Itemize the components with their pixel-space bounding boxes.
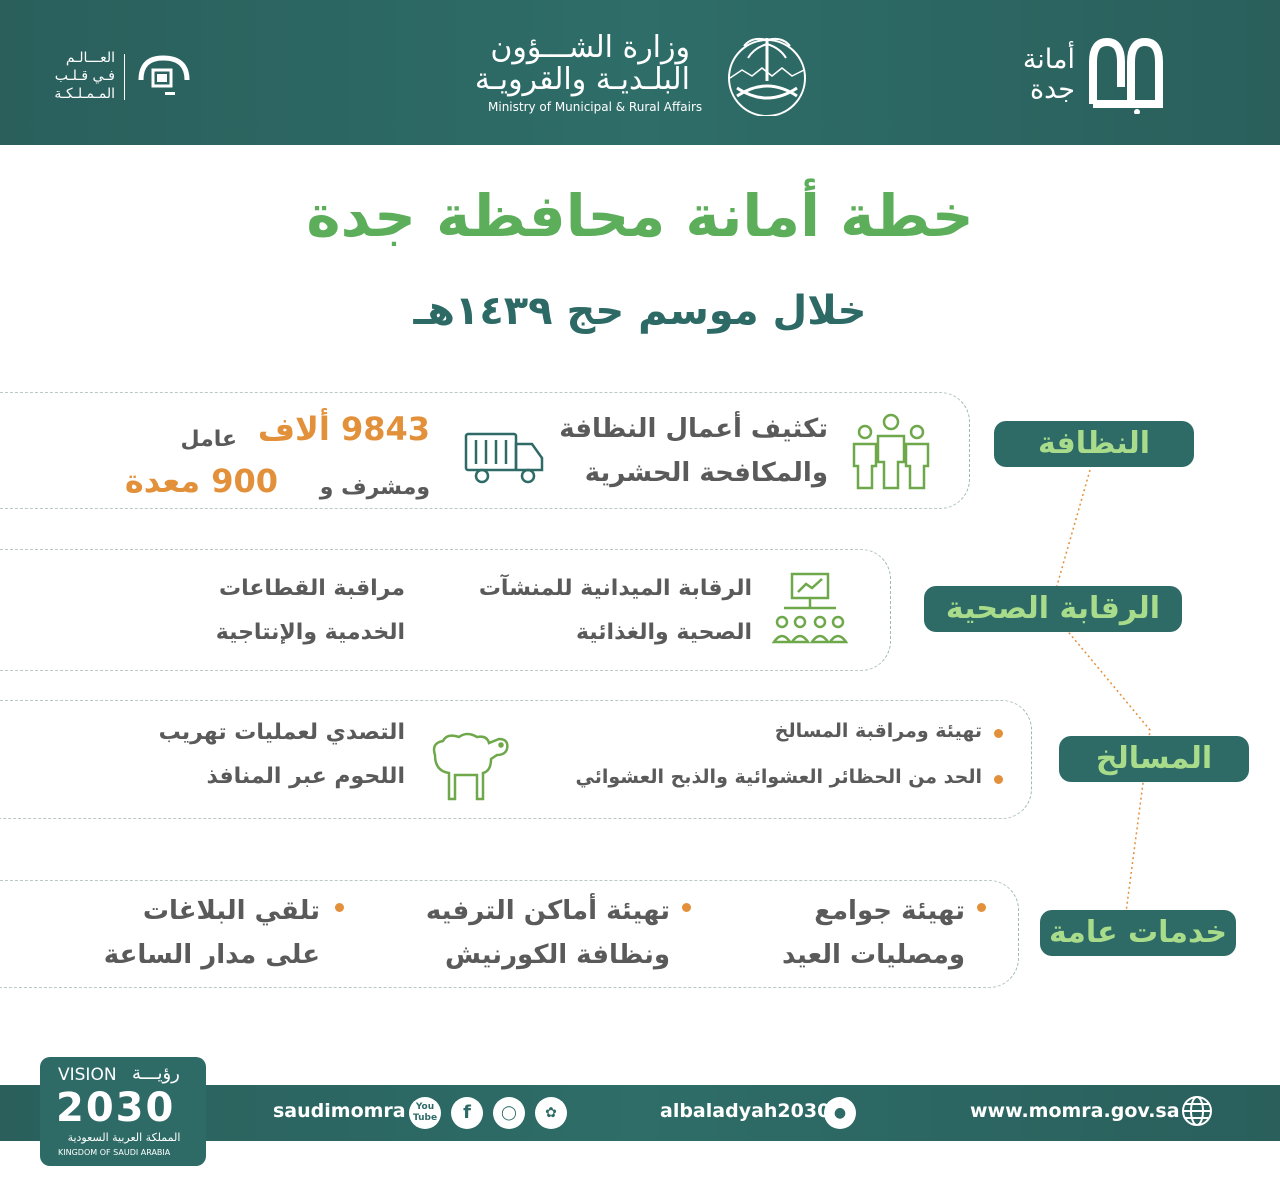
services-item2-line2: ونظافة الكورنيش	[444, 940, 670, 970]
team-analytics-icon	[770, 570, 850, 650]
connector-line	[1030, 460, 1230, 940]
heart-of-kingdom-logo-icon	[135, 52, 193, 102]
slaughter-row	[0, 700, 1032, 819]
workers-word: عامل	[180, 427, 237, 452]
workers-icon	[848, 410, 934, 492]
bullet-dot	[335, 903, 344, 912]
slaughter-bullet1: تهيئة ومراقبة المسالخ	[774, 720, 982, 742]
snapchat-handle[interactable]: albaladyah2030	[660, 1100, 831, 1122]
cleanliness-desc-line1: تكثيف أعمال النظافة	[559, 414, 828, 444]
ministry-ar-line2: البلـديـة والقرويـة	[474, 62, 690, 97]
kingdom-ar: المملكة العربية السعودية	[67, 1131, 181, 1144]
supervisors-text: ومشرف و	[319, 475, 430, 500]
cleanliness-label: النظافة	[994, 421, 1194, 467]
left-logo-line1: العـــالـم	[65, 50, 115, 66]
health-extra-line1: مراقبة القطاعات	[219, 576, 405, 601]
page-subtitle: خلال موسم حج ١٤٣٩هـ	[413, 288, 867, 334]
facebook-icon[interactable]: f	[451, 1097, 483, 1129]
bullet-dot	[994, 775, 1003, 784]
slaughter-extra-line1: التصدي لعمليات تهريب	[158, 720, 405, 745]
vision-ar: رؤيـــة	[132, 1063, 180, 1084]
services-item1-line2: ومصليات العيد	[781, 940, 965, 970]
right-logo-line2: جدة	[1029, 74, 1075, 105]
left-logo-line3: المـمـلـكـة	[54, 86, 115, 102]
bullet-dot	[994, 729, 1003, 738]
bullet-dot	[682, 903, 691, 912]
ministry-en-name: Ministry of Municipal & Rural Affairs	[488, 100, 703, 114]
twitter-icon[interactable]: ✿	[535, 1097, 567, 1129]
vision-word: VISION	[58, 1065, 117, 1085]
right-logo-line1: أمانة	[1022, 44, 1075, 75]
top-header	[0, 0, 1280, 145]
website-link[interactable]: www.momra.gov.sa	[970, 1100, 1180, 1122]
services-item1-line1: تهيئة جوامع	[814, 896, 965, 926]
youtube-icon[interactable]: You Tube	[409, 1097, 441, 1129]
vision-2030-logo	[40, 1057, 206, 1166]
services-item3-line1: تلقي البلاغات	[142, 896, 320, 926]
slaughter-extra-line2: اللحوم عبر المنافذ	[206, 764, 405, 789]
bullet-dot	[977, 903, 986, 912]
cleanliness-desc-line2: والمكافحة الحشرية	[584, 458, 828, 488]
services-label: خدمات عامة	[1040, 910, 1236, 956]
health-row	[0, 549, 891, 671]
kingdom-en: KINGDOM OF SAUDI ARABIA	[58, 1148, 171, 1157]
left-logo-line2: فـي قـلـب	[54, 68, 115, 84]
sheep-icon	[425, 725, 513, 805]
services-item3-line2: على مدار الساعة	[103, 940, 320, 970]
globe-icon	[1180, 1093, 1216, 1131]
social-handle[interactable]: saudimomra	[273, 1100, 406, 1122]
left-logo-divider	[124, 54, 125, 100]
slaughter-bullet2: الحد من الحظائر العشوائية والذبح العشوائي	[575, 766, 982, 788]
truck-icon	[462, 428, 546, 488]
workers-number: 9843 ألاف	[257, 410, 430, 448]
instagram-icon[interactable]: ◯	[493, 1097, 525, 1129]
ministry-ar-line1: وزارة الشـــؤون	[490, 30, 690, 65]
page-title: خطة أمانة محافظة جدة	[306, 182, 974, 250]
jeddah-municipality-logo-icon	[1085, 32, 1167, 114]
snapchat-icon[interactable]: ●	[824, 1097, 856, 1129]
services-item2-line1: تهيئة أماكن الترفيه	[425, 896, 670, 926]
vision-year: 2030	[56, 1085, 176, 1131]
health-label: الرقابة الصحية	[924, 586, 1182, 632]
health-extra-line2: الخدمية والإنتاجية	[215, 620, 405, 645]
equipment-count: 900 معدة	[124, 462, 278, 500]
health-desc-line2: الصحية والغذائية	[575, 620, 752, 645]
health-desc-line1: الرقابة الميدانية للمنشآت	[478, 576, 752, 601]
slaughter-label: المسالخ	[1059, 736, 1249, 782]
saudi-emblem-icon	[712, 26, 822, 116]
